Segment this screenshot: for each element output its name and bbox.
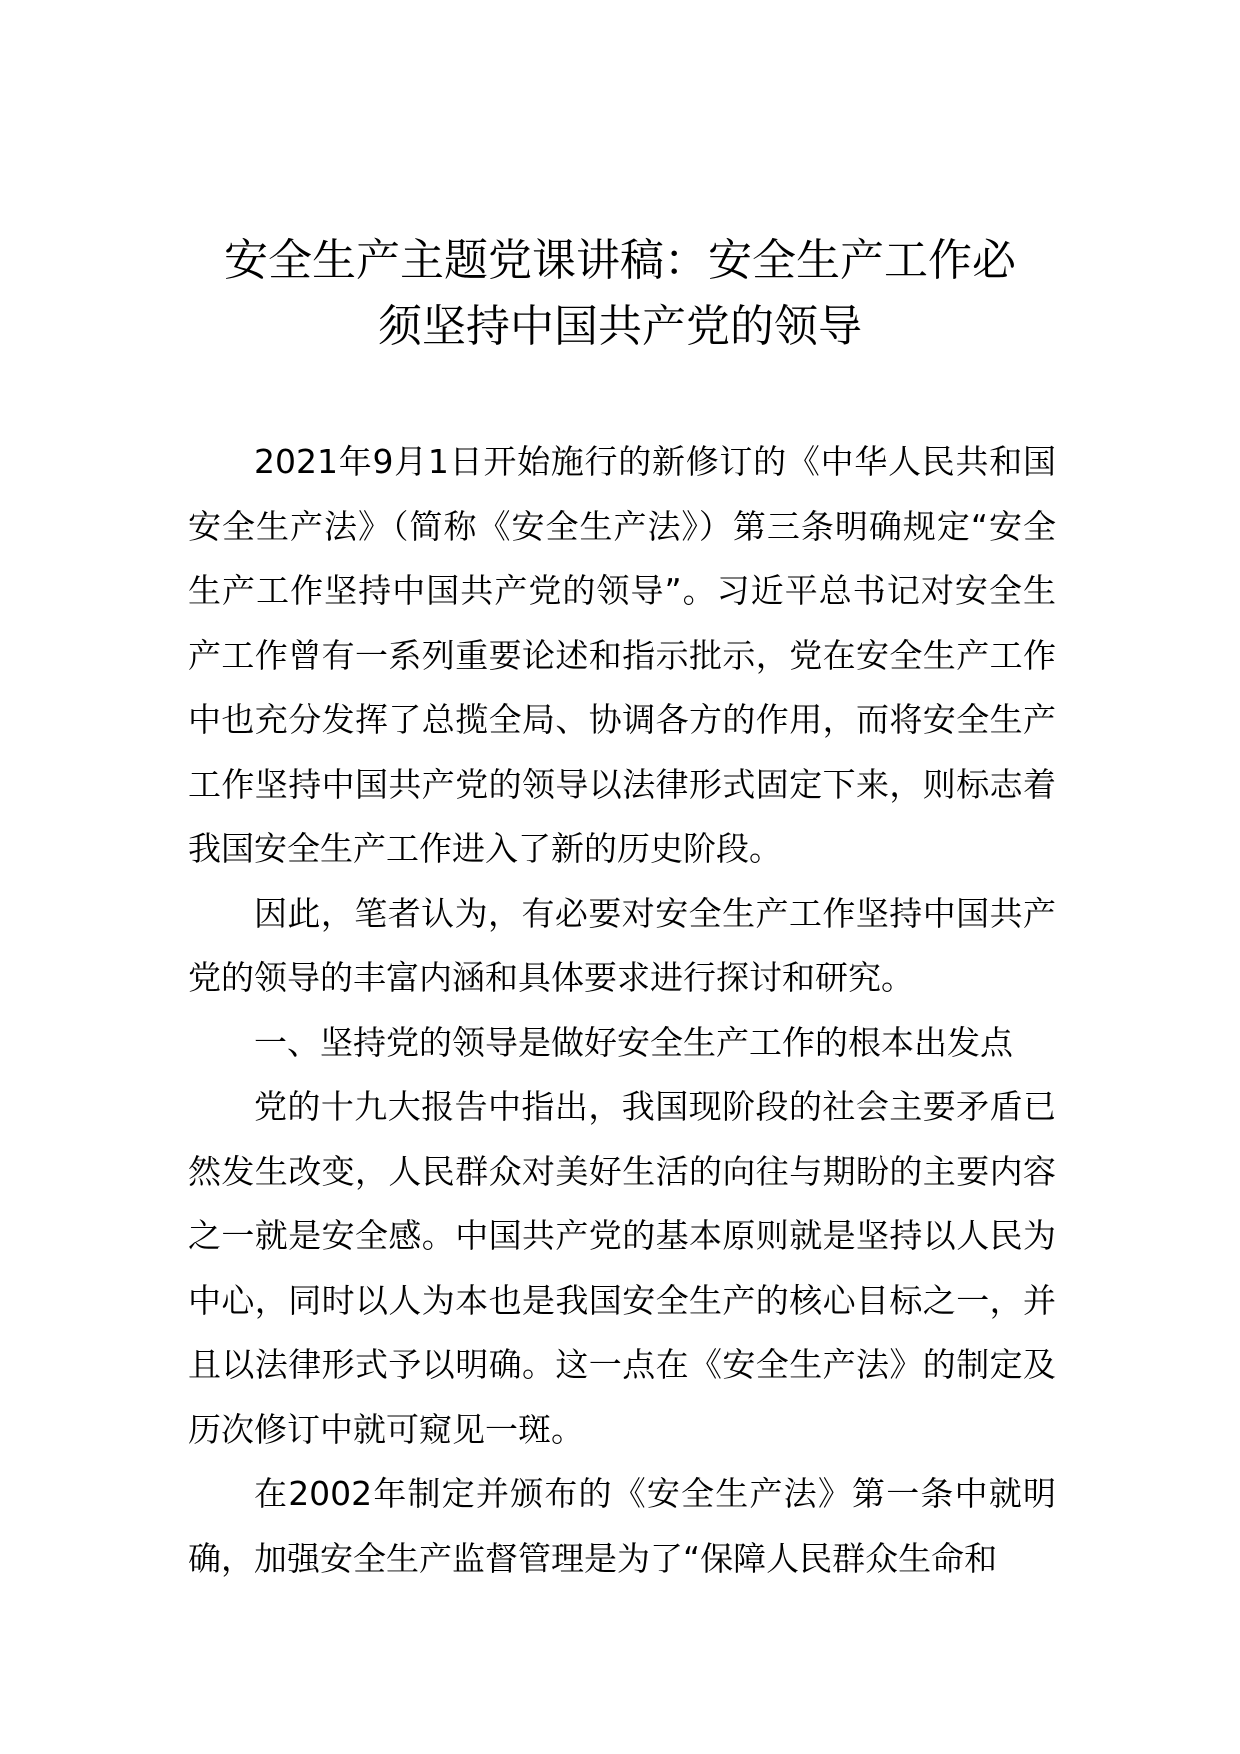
paragraph-2: 因此，笔者认为，有必要对安全生产工作坚持中国共产党的领导的丰富内涵和具体要求进行探讨和研究。 bbox=[188, 893, 1056, 997]
title-line-2: 须坚持中国共产党的领导 bbox=[378, 301, 862, 352]
document-title bbox=[150, 228, 1090, 360]
title-line-1: 安全生产主题党课讲稿：安全生产工作必 bbox=[224, 235, 1016, 286]
paragraph-4: 在2002年制定并颁布的《安全生产法》第一条中就明确，加强安全生产监督管理是为了“保障人民群众生命和 bbox=[188, 1474, 1056, 1578]
paragraph-1: 2021年9月1日开始施行的新修订的《中华人民共和国安全生产法》（简称《安全生产法》）第三条明确规定“安全生产工作坚持中国共产党的领导”。习近平总书记对安全生产工作曾有一系列重要论述和指示批示，党在安全生产工作中也充分发挥了总揽全局、协调各方的作用，而将安全生产工作坚持中国共产党的领导以法律形式固定下来，则标志着我国安全生产工作进入了新的历史阶段。 bbox=[188, 442, 1056, 868]
paragraph-3: 党的十九大报告中指出，我国现阶段的社会主要矛盾已然发生改变，人民群众对美好生活的向往与期盼的主要内容之一就是安全感。中国共产党的基本原则就是坚持以人民为中心，同时以人为本也是我国安全生产的核心目标之一，并且以法律形式予以明确。这一点在《安全生产法》的制定及历次修订中就可窥见一斑。 bbox=[188, 1087, 1056, 1449]
section-heading-1: 一、坚持党的领导是做好安全生产工作的根本出发点 bbox=[254, 1022, 1013, 1062]
document-body bbox=[188, 430, 1056, 1591]
